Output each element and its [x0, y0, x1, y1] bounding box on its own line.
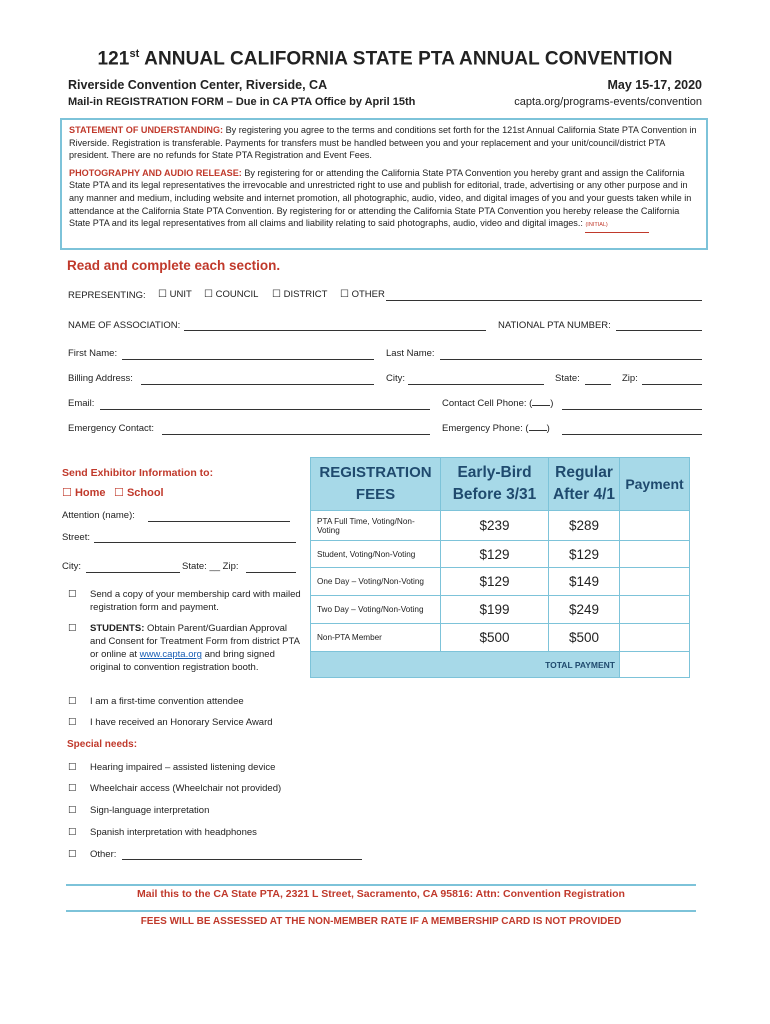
wheelchair-checkbox[interactable]: ☐ — [68, 783, 77, 794]
first-name-field[interactable] — [122, 359, 374, 360]
footer-divider-top — [66, 884, 696, 886]
city-label: City: — [386, 373, 405, 384]
cell-label: Contact Cell Phone: ( ) — [442, 398, 554, 409]
other-checkbox[interactable]: ☐ OTHER — [340, 289, 385, 300]
fee-type: Non-PTA Member — [311, 624, 441, 652]
sign-language-checkbox[interactable]: ☐ — [68, 805, 77, 816]
zip-field[interactable] — [642, 384, 702, 385]
hearing-checkbox[interactable]: ☐ — [68, 762, 77, 773]
form-subtitle: Mail-in REGISTRATION FORM – Due in CA PTA Office by April 15th — [68, 96, 416, 108]
section-heading: Read and complete each section. — [67, 258, 281, 273]
last-name-field[interactable] — [440, 359, 702, 360]
zip-label: Zip: — [622, 373, 638, 384]
membership-card-checkbox[interactable]: ☐ — [68, 589, 77, 600]
payment-cell[interactable] — [620, 511, 690, 541]
initial-field[interactable]: (INITIAL) — [585, 219, 649, 233]
fees-note: FEES WILL BE ASSESSED AT THE NON-MEMBER RATE IF A MEMBERSHIP CARD IS NOT PROVIDED — [140, 916, 622, 927]
exhibitor-zip-field[interactable] — [246, 572, 296, 573]
fee-early: $239 — [441, 511, 549, 541]
membership-card-text: Send a copy of your membership card with mailed registration form and payment. — [90, 589, 301, 613]
capta-link[interactable]: www.capta.org — [139, 649, 202, 660]
payment-cell[interactable] — [620, 568, 690, 596]
fee-type: Two Day – Voting/Non-Voting — [311, 596, 441, 624]
event-dates: May 15-17, 2020 — [607, 78, 702, 92]
footer-divider-bottom — [66, 910, 696, 912]
photo-release: PHOTOGRAPHY AND AUDIO RELEASE: By registering for or attending the California State PTA Convention you hereby grant and assign the California State PTA and its legal representatives the irrevocable and unrestricted right to use and publish for editorial, trade, advertising or any other purpose and in any manner and medium, including website and internet promotion, all photographic, audio, video, and digital images of you and your guests taken while in attendance at the California State PTA Convention. By registering for or attending the California State PTA Convention you hereby release the California State PTA and its legal representatives from all claims and liability relating to said photographs, audio, video and digital images.: (INITIAL) — [69, 167, 699, 233]
street-label: Street: — [62, 532, 90, 543]
state-label: State: — [555, 373, 580, 384]
association-field[interactable] — [184, 330, 486, 331]
fees-header-payment: Payment — [620, 458, 690, 511]
wheelchair-text: Wheelchair access (Wheelchair not provided) — [90, 783, 282, 794]
honorary-award-text: I have received an Honorary Service Award — [90, 717, 273, 728]
fee-regular: $289 — [549, 511, 620, 541]
cell-field[interactable] — [562, 409, 702, 410]
page-title: 121st ANNUAL CALIFORNIA STATE PTA ANNUAL CONVENTION — [97, 48, 673, 70]
council-checkbox[interactable]: ☐ COUNCIL — [204, 289, 259, 300]
exhibitor-city-field[interactable] — [86, 572, 180, 573]
fee-regular: $129 — [549, 541, 620, 568]
honorary-award-checkbox[interactable]: ☐ — [68, 717, 77, 728]
fee-type: Student, Voting/Non-Voting — [311, 541, 441, 568]
unit-checkbox[interactable]: ☐ UNIT — [158, 289, 192, 300]
fee-regular: $500 — [549, 624, 620, 652]
sign-language-text: Sign-language interpretation — [90, 805, 210, 816]
fee-row — [311, 596, 690, 624]
fee-type: One Day – Voting/Non-Voting — [311, 568, 441, 596]
fee-row — [311, 624, 690, 652]
fees-table — [310, 457, 690, 678]
total-payment-cell[interactable] — [620, 652, 690, 678]
emergency-contact-label: Emergency Contact: — [68, 423, 155, 434]
fee-early: $500 — [441, 624, 549, 652]
exhibitor-city-label: City: — [62, 561, 81, 572]
students-checkbox[interactable]: ☐ — [68, 623, 77, 634]
home-checkbox[interactable]: ☐ Home — [62, 487, 106, 499]
other-line[interactable] — [386, 300, 702, 301]
other-needs-text: Other: — [90, 849, 117, 860]
exhibitor-heading: Send Exhibitor Information to: — [62, 467, 214, 479]
fee-row — [311, 541, 690, 568]
state-field[interactable] — [585, 384, 611, 385]
email-label: Email: — [68, 398, 95, 409]
total-payment-label: TOTAL PAYMENT — [311, 652, 620, 678]
fee-row — [311, 568, 690, 596]
national-pta-label: NATIONAL PTA NUMBER: — [498, 320, 611, 331]
first-name-label: First Name: — [68, 348, 118, 359]
attention-field[interactable] — [148, 521, 290, 522]
emergency-phone-field[interactable] — [562, 434, 702, 435]
fee-early: $129 — [441, 541, 549, 568]
students-text: STUDENTS: Obtain Parent/Guardian Approval and Consent for Treatment Form from district PTA or online at www.capta.org and bring signed original to convention registration booth. — [90, 623, 300, 673]
school-checkbox[interactable]: ☐ School — [114, 487, 164, 499]
fee-regular: $249 — [549, 596, 620, 624]
district-checkbox[interactable]: ☐ DISTRICT — [272, 289, 328, 300]
convention-url[interactable]: capta.org/programs-events/convention — [514, 96, 702, 108]
payment-cell[interactable] — [620, 624, 690, 652]
fee-row — [311, 511, 690, 541]
fee-regular: $149 — [549, 568, 620, 596]
first-time-checkbox[interactable]: ☐ — [68, 696, 77, 707]
mail-instructions: Mail this to the CA State PTA, 2321 L Street, Sacramento, CA 95816: Attn: Convention Registration — [137, 888, 625, 900]
statement-box — [60, 118, 708, 250]
fees-header-regular: Regular After 4/1 — [549, 458, 620, 511]
fees-header-early: Early-Bird Before 3/31 — [441, 458, 549, 511]
association-label: NAME OF ASSOCIATION: — [68, 320, 181, 331]
other-needs-checkbox[interactable]: ☐ — [68, 849, 77, 860]
statement-of-understanding: STATEMENT OF UNDERSTANDING: By registering you agree to the terms and conditions set forth for the 121st Annual California State PTA Convention in Riverside. Registration is transferable. Payments for transfers must be handled between you and your replacement and your unit/council/district PTA president. There are no refunds for State PTA Registration and Event Fees. — [69, 125, 697, 161]
billing-label: Billing Address: — [68, 373, 133, 384]
hearing-text: Hearing impaired – assisted listening device — [90, 762, 276, 773]
venue: Riverside Convention Center, Riverside, CA — [68, 78, 328, 92]
special-needs-heading: Special needs: — [67, 739, 138, 750]
email-field[interactable] — [100, 409, 430, 410]
fee-early: $129 — [441, 568, 549, 596]
fee-early: $199 — [441, 596, 549, 624]
billing-field[interactable] — [141, 384, 374, 385]
fees-header-registration: REGISTRATION FEES — [311, 458, 441, 511]
payment-cell[interactable] — [620, 541, 690, 568]
payment-cell[interactable] — [620, 596, 690, 624]
city-field[interactable] — [408, 384, 544, 385]
emergency-contact-field[interactable] — [162, 434, 430, 435]
representing-label: REPRESENTING: — [68, 290, 146, 301]
fee-type: PTA Full Time, Voting/Non-Voting — [311, 511, 441, 541]
first-time-text: I am a first-time convention attendee — [90, 696, 244, 707]
street-field[interactable] — [94, 542, 296, 543]
spanish-text: Spanish interpretation with headphones — [90, 827, 257, 838]
emergency-phone-label: Emergency Phone: ( ) — [442, 423, 550, 434]
attention-label: Attention (name): — [62, 510, 135, 521]
exhibitor-state-zip-label: State: __ Zip: — [182, 561, 239, 572]
spanish-checkbox[interactable]: ☐ — [68, 827, 77, 838]
other-needs-field[interactable] — [122, 859, 362, 860]
last-name-label: Last Name: — [386, 348, 435, 359]
national-pta-field[interactable] — [616, 330, 702, 331]
